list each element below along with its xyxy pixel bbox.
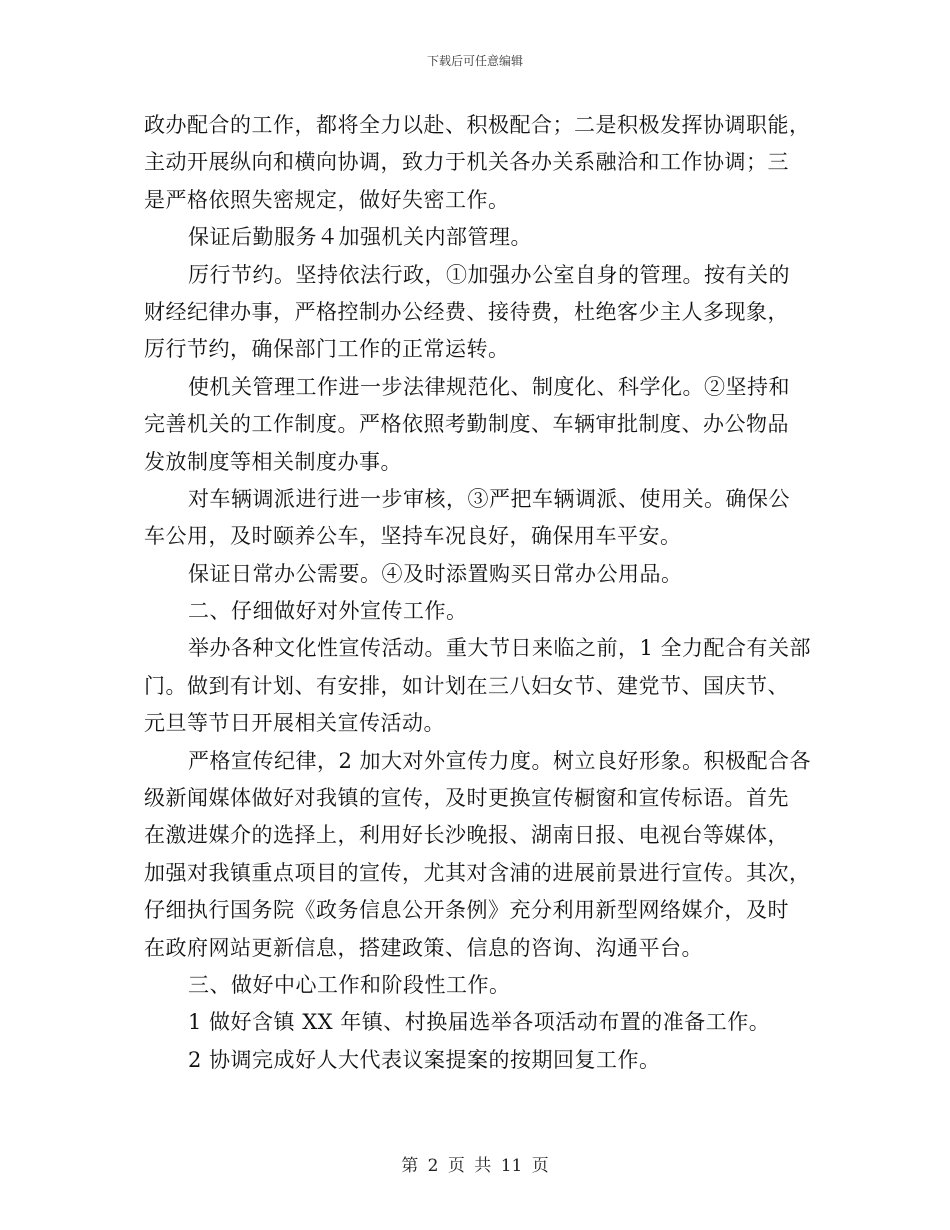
text-line: 在激进媒介的选择上，利用好长沙晚报、湖南日报、电视台等媒体， — [144, 823, 789, 848]
text-line: 政办配合的工作，都将全力以赴、积极配合；二是积极发挥协调职能， — [144, 113, 811, 137]
text-line: 是严格依照失密规定，做好失密工作。 — [144, 187, 510, 212]
page-header-note: 下载后可任意编辑 — [426, 54, 523, 68]
text-line: 举办各种文化性宣传活动。重大节日来临之前，1 全力配合有关部 — [188, 636, 812, 661]
page-number: 第 2 页 共 11 页 — [401, 1156, 549, 1176]
section-heading: 三、做好中心工作和阶段性工作。 — [188, 972, 511, 997]
text-line: 完善机关的工作制度。严格依照考勤制度、车辆审批制度、办公物品 — [144, 412, 789, 437]
text-line: 2 协调完成好人大代表议案提案的按期回复工作。 — [188, 1047, 661, 1072]
text-line: 财经纪律办事，严格控制办公经费、接待费，杜绝客少主人多现象， — [144, 299, 789, 324]
text-line: 门。做到有计划、有安排，如计划在三八妇女节、建党节、国庆节、 — [144, 673, 789, 698]
section-heading: 二、仔细做好对外宣传工作。 — [188, 599, 468, 624]
text-line: 在政府网站更新信息，搭建政策、信息的咨询、沟通平台。 — [144, 935, 703, 960]
text-line: 级新闻媒体做好对我镇的宣传，及时更换宣传橱窗和宣传标语。首先 — [144, 786, 789, 811]
text-line: 发放制度等相关制度办事。 — [144, 449, 402, 474]
text-line: 对车辆调派进行进一步审核，③严把车辆调派、使用关。确保公 — [188, 486, 790, 511]
text-line: 保证后勤服务４加强机关内部管理。 — [188, 225, 532, 250]
text-line: 加强对我镇重点项目的宣传，尤其对含浦的进展前景进行宣传。其次， — [144, 860, 811, 885]
text-line: 元旦等节日开展相关宣传活动。 — [144, 711, 445, 736]
document-body — [144, 107, 812, 1079]
text-line: 车公用，及时颐养公车，坚持车况良好，确保用车平安。 — [144, 524, 682, 549]
text-line: 厉行节约。坚持依法行政，①加强办公室自身的管理。按有关的 — [188, 262, 790, 287]
text-line: 厉行节约，确保部门工作的正常运转。 — [144, 337, 510, 362]
text-line: 保证日常办公需要。④及时添置购买日常办公用品。 — [188, 561, 683, 586]
text-line: 使机关管理工作进一步法律规范化、制度化、科学化。②坚持和 — [188, 374, 790, 399]
text-line: 1 做好含镇 XX 年镇、村换届选举各项活动布置的准备工作。 — [188, 1010, 771, 1035]
text-line: 严格宣传纪律，2 加大对外宣传力度。树立良好形象。积极配合各 — [188, 748, 812, 773]
text-line: 仔细执行国务院《政务信息公开条例》充分利用新型网络媒介，及时 — [144, 898, 789, 923]
text-line: 主动开展纵向和横向协调，致力于机关各办关系融洽和工作协调；三 — [144, 150, 789, 175]
